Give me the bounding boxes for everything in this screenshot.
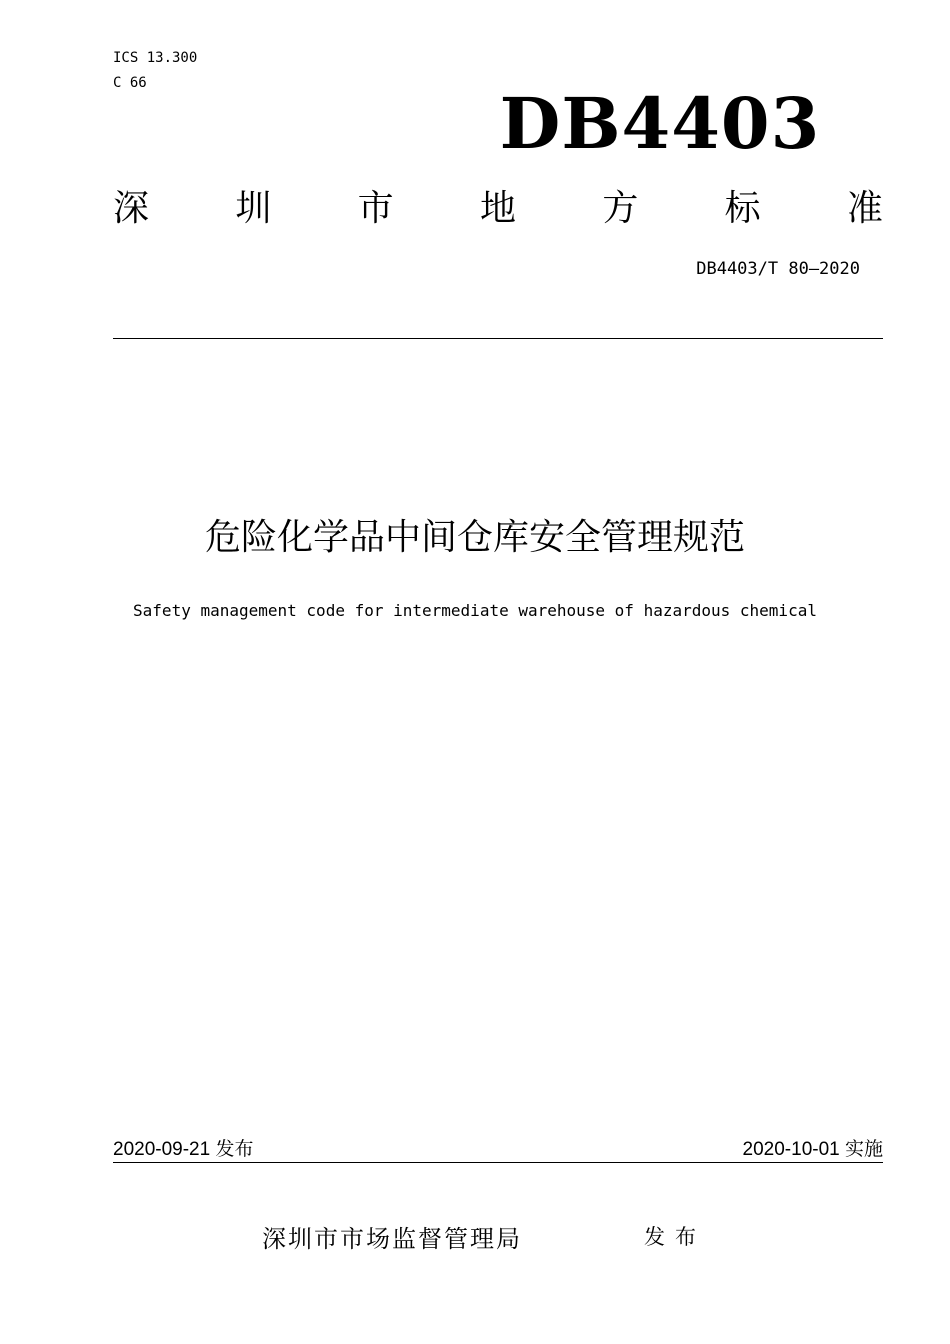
standard-type-char: 圳 (235, 188, 272, 229)
title-english: Safety management code for intermediate warehouse of hazardous chemical (133, 601, 817, 620)
ccs-code: C 66 (113, 75, 147, 91)
standard-number: DB4403/T 80—2020 (696, 259, 860, 279)
standard-type-char: 深 (113, 188, 150, 229)
publish-label: 发布 (644, 1225, 706, 1249)
footer-divider (113, 1162, 883, 1163)
standard-type-char: 地 (479, 188, 516, 229)
standard-code: DB4403 (499, 82, 821, 165)
header-divider (113, 338, 883, 339)
implementation-date: 2020-10-01 实施 (742, 1139, 883, 1160)
standard-type-char: 方 (602, 188, 639, 229)
ics-code: ICS 13.300 (113, 50, 198, 66)
standard-type-char: 市 (357, 188, 394, 229)
standard-type-char: 准 (846, 188, 883, 229)
issue-date: 2020-09-21 发布 (113, 1139, 254, 1160)
standard-type (113, 184, 883, 234)
title-chinese: 危险化学品中间仓库安全管理规范 (204, 517, 745, 558)
standard-type-char: 标 (724, 188, 761, 229)
publisher: 深圳市市场监督管理局 (262, 1225, 522, 1253)
